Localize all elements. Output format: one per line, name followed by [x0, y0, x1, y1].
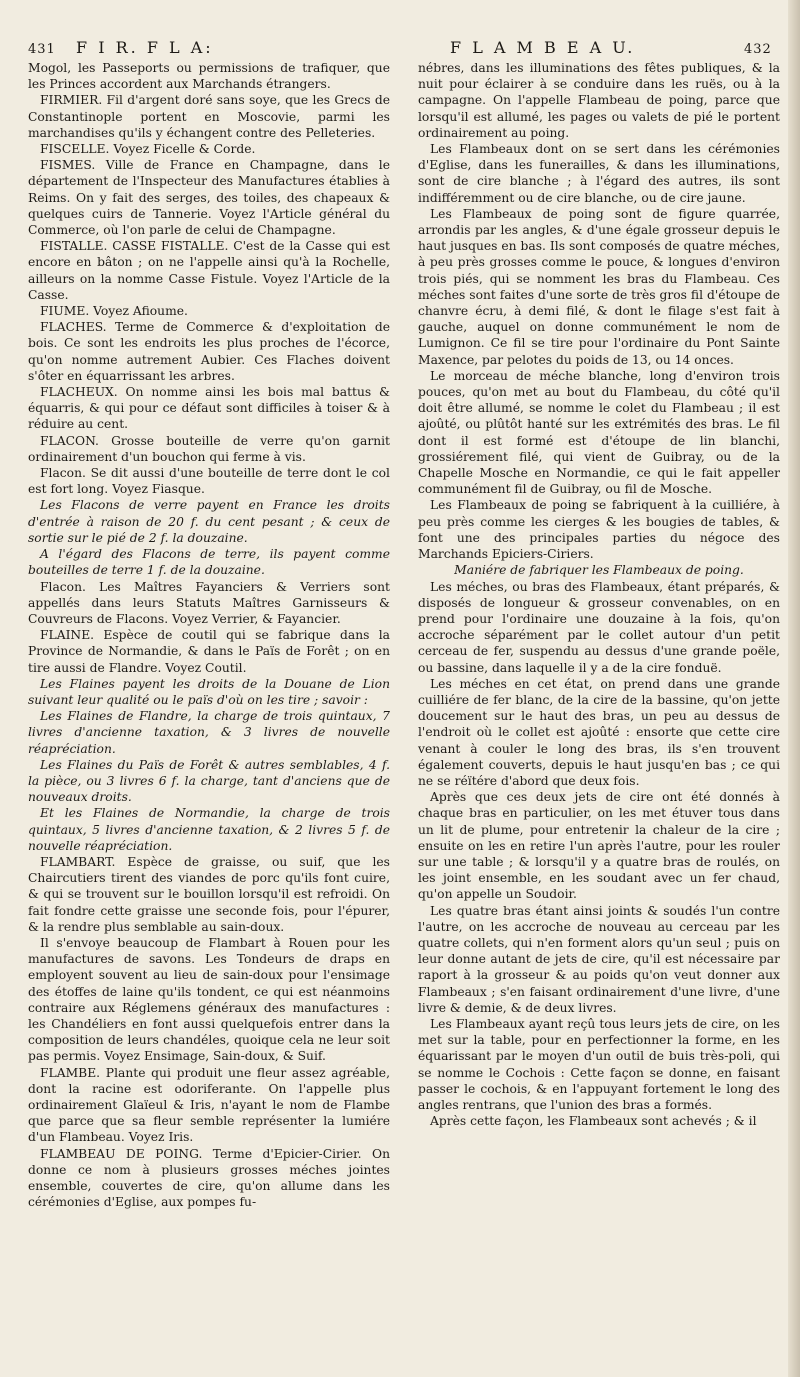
paragraph: Flacon. Les Maîtres Fayanciers & Verriers sont appellés dans leurs Statuts Maîtres Garnisseurs & Couvreurs de Flacons. Voyez Verrier, & Fayancier.: [28, 579, 390, 626]
paragraph: Les Flaines du Païs de Forêt & autres semblables, 4 f. la pièce, ou 3 livres 6 f. la charge, tant d'anciens que de nouveaux droits.: [28, 757, 390, 805]
paragraph: FLAMBEAU DE POING. Terme d'Epicier-Cirier. On donne ce nom à plusieurs grosses méches jointes ensemble, couvertes de cire, qu'on allume dans les cérémonies d'Eglise, aux pompes fu-: [28, 1146, 390, 1210]
paragraph: Les Flaines de Flandre, la charge de trois quintaux, 7 livres d'ancienne taxation, & 3 livres de nouvelle réapréciation.: [28, 709, 390, 756]
paragraph: Il s'envoye beaucoup de Flambart à Rouen pour les manufactures de savons. Les Tondeurs de draps en employent souvent au lieu de sain-doux pour l'ensimage des étoffes de laine qu'ils tondent, ce qui est néanmoins contraire aux Réglemens généraux des manufactures : les Chandéliers en font aussi quelquefois entrer dans la composition de leurs chandéles, quoique cela ne leur soit pas permis. Voyez Ensimage, Sain-doux, & Suif.: [28, 935, 390, 1064]
paragraph: Les méches, ou bras des Flambeaux, étant préparés, & disposés de longueur & grosseur convenables, on en prend pour l'ordinaire une douzaine à la fois, qu'on accroche séparément par le collet autour d'un petit cerceau de fer, suspendu au dessus d'une grande poële, ou bassine, dans laquelle il y a de la cire fonduë.: [418, 579, 780, 675]
paragraph: Et les Flaines de Normandie, la charge de trois quintaux, 5 livres d'ancienne taxation, & 2 livres 5 f. de nouvelle réapréciation.: [28, 806, 390, 853]
paragraph: Les Flambeaux de poing sont de figure quarrée, arrondis par les angles, & d'une égale grosseur depuis le haut jusques en bas. Ils sont composés de quatre méches, à peu près grosses comme le pouce, & longues d'environ trois piés, qui se nomment les bras du Flambeau. Ces méches sont faites d'une sorte de très gros fil d'étoupe de chanvre écru, à demi filé, & dont le filage s'est fait à gauche, auquel on donne communément le nom de Lumignon. Ce fil se tire pour l'ordinaire du Pont Sainte Maxence, par pelotes du poids de 13, ou 14 onces.: [418, 206, 780, 367]
paragraph: FLACHES. Terme de Commerce & d'exploitation de bois. Ce sont les endroits les plus proches de l'écorce, qu'on nomme autrement Aubier. Ces Flaches doivent s'ôter en équarrissant les arbres.: [28, 320, 390, 383]
page-edge: [788, 0, 800, 1377]
paragraph: FIUME. Voyez Afioume.: [40, 304, 188, 319]
paragraph: FLAMBE. Plante qui produit une fleur assez agréable, dont la racine est odoriferante. On l'appelle plus ordinairement Glaïeul & Iris, n'ayant le nom de Flambe que parce que sa fleur semble représenter la lumiére d'un Flambeau. Voyez Iris.: [28, 1065, 390, 1145]
paragraph: FISCELLE. Voyez Ficelle & Corde.: [40, 142, 256, 157]
paragraph: Mogol, les Passeports ou permissions de trafiquer, que les Princes accordent aux Marchands étrangers.: [28, 61, 390, 92]
paragraph: Les Flaines payent les droits de la Douane de Lion suivant leur qualité ou le païs d'où on les tire ; savoir :: [28, 676, 390, 707]
paragraph: Flacon. Se dit aussi d'une bouteille de terre dont le col est fort long. Voyez Fiasque.: [28, 466, 390, 497]
paragraph: Les Flacons de verre payent en France les droits d'entrée à raison de 20 f. du cent pesant ; & ceux de sortie sur le pié de 2 f. la douzaine.: [28, 498, 390, 545]
paragraph: nébres, dans les illuminations des fêtes publiques, & la nuit pour éclairer à se conduire dans les ruës, ou à la campagne. On l'appelle Flambeau de poing, parce que lorsqu'il est allumé, les pages ou valets de pié le portent ordinairement au poing.: [418, 61, 780, 140]
paragraph: Les méches en cet état, on prend dans une grande cuilliére de fer blanc, de la cire de la bassine, qu'on jette doucement sur le haut des bras, un peu au dessus de l'endroit où le collet est ajoûté : ensorte que cette cire venant à couler le long des bras, ils s'en trouvent également couverts, depuis le haut jusqu'en bas ; ce qui ne se réïtére d'abord que deux fois.: [418, 676, 780, 788]
paragraph: Les Flambeaux de poing se fabriquent à la cuilliére, à peu près comme les cierges & les bougies de tables, & font une des principales parties du négoce des Marchands Epiciers-Ciriers.: [418, 498, 780, 562]
paragraph: FIRMIER. Fil d'argent doré sans soye, que les Grecs de Constantinople portent en Moscovie, parmi les marchandises qu'ils y échangent contre des Pelleteries.: [28, 93, 390, 140]
paragraph: FLAINE. Espèce de coutil qui se fabrique dans la Province de Normandie, & dans le Païs de Forêt ; on en tire aussi de Flandre. Voyez Coutil.: [28, 628, 390, 675]
left-running-title: F I R. F L A:: [76, 38, 214, 57]
paragraph: FLACON. Grosse bouteille de verre qu'on garnit ordinairement d'un bouchon qui ferme à vis.: [28, 433, 390, 464]
paragraph: FLAMBART. Espèce de graisse, ou suif, que les Chaircutiers tirent des viandes de porc qu'ils font cuire, & qui se trouvent sur le bouillon lorsqu'il est refroidi. On fait fondre cette graisse une seconde fois, pour l'épurer, & la rendre plus semblable au sain-doux.: [28, 854, 390, 934]
paragraph: Les quatre bras étant ainsi joints & soudés l'un contre l'autre, on les accroche de nouveau au cerceau par les quatre collets, qui n'en forment alors qu'un seul ; puis on leur donne autant de jets de cire, qu'il est nécessaire par raport à la grosseur & au poids qu'on veut donner aux Flambeaux ; s'en faisant ordinairement d'une livre, d'une livre & demie, & de deux livres.: [418, 903, 780, 1015]
paragraph: A l'égard des Flacons de terre, ils payent comme bouteilles de terre 1 f. de la douzaine.: [28, 547, 390, 578]
paragraph: FISTALLE. CASSE FISTALLE. C'est de la Casse qui est encore en bâton ; on ne l'appelle ainsi qu'à la Rochelle, ailleurs on la nomme Casse Fistule. Voyez l'Article de la Casse.: [28, 239, 390, 302]
paragraph: Après cette façon, les Flambeaux sont achevés ; & il: [430, 1114, 757, 1129]
paragraph: FISMES. Ville de France en Champagne, dans le département de l'Inspecteur des Manufactures établies à Reims. On y fait des serges, des toiles, des chapeaux & quelques cuirs de Tannerie. Voyez l'Article général du Commerce, où l'on parle de celui de Champagne.: [28, 158, 390, 238]
right-text-column: [418, 60, 780, 1129]
paragraph: Le morceau de méche blanche, long d'environ trois pouces, qu'on met au bout du Flambeau, du côté qu'il doit être allumé, se nomme le colet du Flambeau ; il est ajoûté, ou plûtôt hanté sur les extrémités des bras. Le fil dont il est formé est d'étoupe de lin blanchi, grossiérement filé, qui vient de Guibray, ou de la Chapelle Mosche en Normandie, ce qui le fait appeller communément fil de Guibray, ou fil de Mosche.: [418, 368, 780, 497]
left-text-column: [28, 60, 390, 1210]
paragraph: Les Flambeaux ayant reçû tous leurs jets de cire, on les met sur la table, pour en perfectionner la forme, en les équarissant par le moyen d'un outil de buis très-poli, qui se nomme le Cochois : Cette façon se donne, en faisant passer le cochois, & en l'appuyant fortement le long des angles rentrans, que l'union des bras a formés.: [418, 1016, 780, 1112]
paragraph: Maniére de fabriquer les Flambeaux de poing.: [454, 563, 744, 578]
right-running-title: F L A M B E A U.: [450, 38, 636, 57]
paragraph: FLACHEUX. On nomme ainsi les bois mal battus & équarris, & qui pour ce défaut sont difficiles à toiser & à réduire au cent.: [28, 385, 390, 432]
right-page-number: 432: [744, 42, 772, 57]
paragraph: Après que ces deux jets de cire ont été donnés à chaque bras en particulier, on les met étuver tous dans un lit de plume, pour entretenir la chaleur de la cire ; ensuite on les en retire l'un après l'autre, pour les rouler sur une table ; & lorsqu'il y a quatre bras de roulés, on les joint ensemble, en les soudant avec un fer chaud, qu'on appelle un Soudoir.: [418, 790, 780, 902]
paragraph: Les Flambeaux dont on se sert dans les cérémonies d'Eglise, dans les funerailles, & dans les illuminations, sont de cire blanche ; à l'égard des autres, ils sont indifféremment ou de cire blanche, ou de cire jaune.: [418, 142, 780, 205]
left-page-number: 431: [28, 42, 56, 57]
